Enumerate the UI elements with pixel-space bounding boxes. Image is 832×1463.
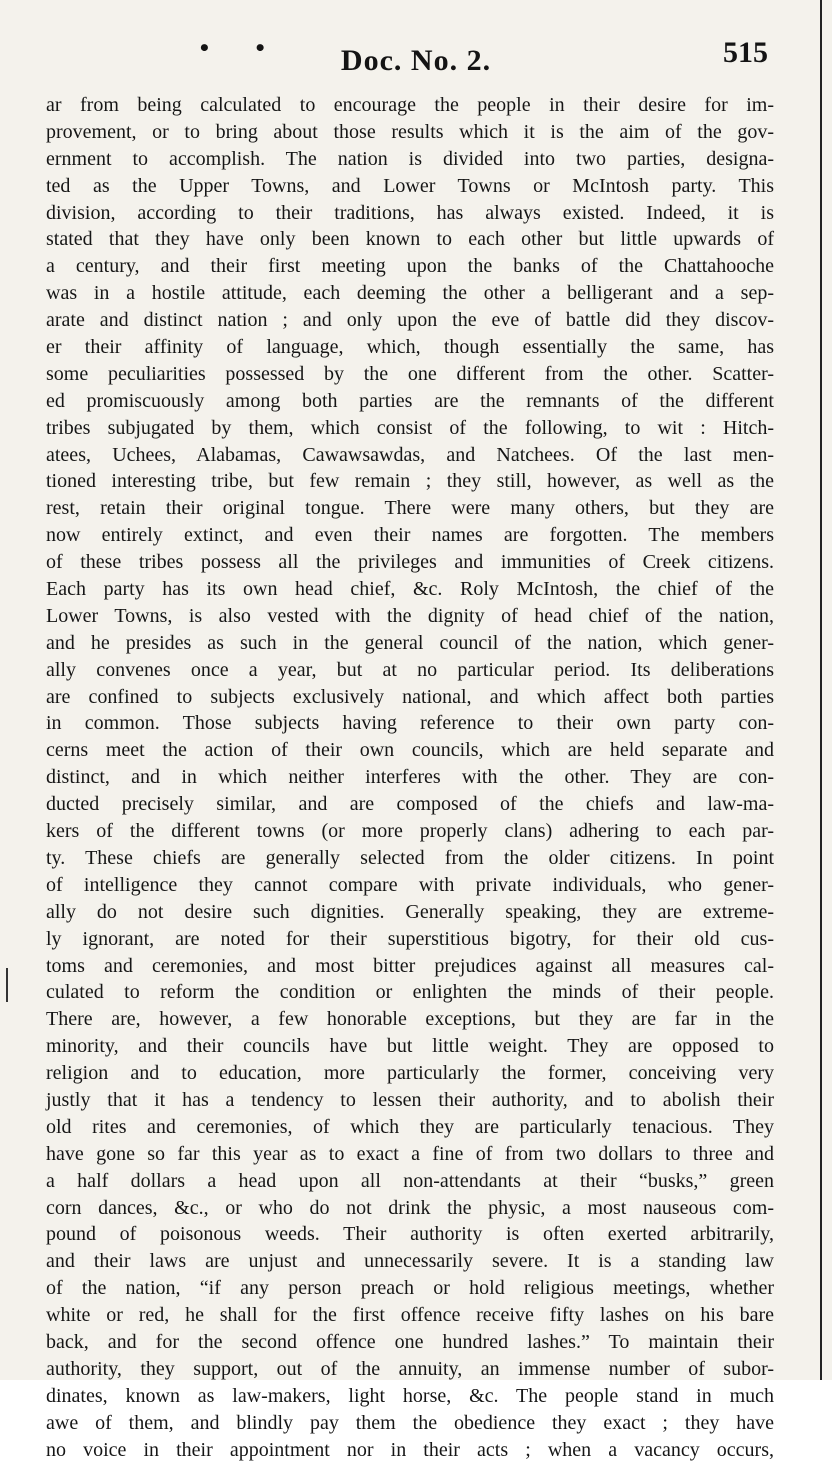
text-line: justly that it has a tendency to lessen their authority, and to abolish their — [46, 1088, 774, 1111]
text-line: ernment to accomplish. The nation is divided into two parties, designa- — [46, 147, 774, 170]
text-line: ally do not desire such dignities. Generally speaking, they are extreme- — [46, 900, 774, 923]
text-line: are confined to subjects exclusively national, and which affect both parties — [46, 685, 774, 708]
text-line: distinct, and in which neither interferes with the other. They are con- — [46, 766, 774, 789]
text-line: now entirely extinct, and even their names are forgotten. The members — [46, 524, 774, 547]
text-line: corn dances, &c., or who do not drink the physic, a most nauseous com- — [46, 1196, 774, 1219]
text-line: of these tribes possess all the privileges and immunities of Creek citizens. — [46, 551, 774, 574]
text-line: ar from being calculated to encourage the people in their desire for im- — [46, 94, 774, 116]
text-line: dinates, known as law-makers, light horse, &c. The people stand in much — [46, 1384, 774, 1407]
text-line: old rites and ceremonies, of which they are particularly tenacious. They — [46, 1115, 774, 1138]
text-line: white or red, he shall for the first offence receive fifty lashes on his bare — [46, 1304, 774, 1327]
text-line: ducted precisely similar, and are composed of the chiefs and law-ma- — [46, 793, 774, 816]
text-line: tioned interesting tribe, but few remain ; they still, however, as well as the — [46, 470, 774, 493]
text-line: Lower Towns, is also vested with the dignity of head chief of the nation, — [46, 604, 774, 627]
text-line: division, according to their traditions, has always existed. Indeed, it is — [46, 201, 774, 224]
text-line: provement, or to bring about those results which it is the aim of the gov- — [46, 120, 774, 143]
text-line: tribes subjugated by them, which consist of the following, to wit : Hitch- — [46, 416, 774, 439]
text-line: some peculiarities possessed by the one different from the other. Scatter- — [46, 362, 774, 385]
text-line: authority, they support, out of the annuity, an immense number of subor- — [46, 1357, 774, 1380]
text-line: er their affinity of language, which, though essentially the same, has — [46, 336, 774, 359]
document-title: Doc. No. 2. — [340, 44, 492, 77]
page-number: 515 — [723, 36, 768, 69]
text-line: Each party has its own head chief, &c. Roly McIntosh, the chief of the — [46, 578, 774, 601]
text-line: in common. Those subjects having reference to their own party con- — [46, 712, 774, 735]
text-line: atees, Uchees, Alabamas, Cawawsawdas, and Natchees. Of the last men- — [46, 443, 774, 466]
text-line: culated to reform the condition or enlighten the minds of their people. — [46, 981, 774, 1004]
header-ornament: • • — [198, 36, 285, 60]
text-line: and their laws are unjust and unnecessarily severe. It is a standing law — [46, 1250, 774, 1273]
text-line: There are, however, a few honorable exceptions, but they are far in the — [46, 1008, 774, 1031]
text-line: pound of poisonous weeds. Their authority is often exerted arbitrarily, — [46, 1223, 774, 1246]
text-line: a half dollars a head upon all non-attendants at their “busks,” green — [46, 1169, 774, 1192]
text-line: and he presides as such in the general council of the nation, which gener- — [46, 631, 774, 654]
margin-mark — [6, 968, 8, 1002]
text-line: minority, and their councils have but little weight. They are opposed to — [46, 1035, 774, 1058]
text-line: of the nation, “if any person preach or hold religious meetings, whether — [46, 1277, 774, 1300]
text-line: was in a hostile attitude, each deeming the other a belligerant and a sep- — [46, 282, 774, 305]
text-line: have gone so far this year as to exact a fine of from two dollars to three and — [46, 1142, 774, 1165]
page-header — [0, 34, 832, 84]
text-line: ty. These chiefs are generally selected from the older citizens. In point — [46, 846, 774, 869]
text-line: awe of them, and blindly pay them the obedience they exact ; they have — [46, 1411, 774, 1434]
page-edge-border — [820, 0, 822, 1380]
text-line: back, and for the second offence one hundred lashes.” To maintain their — [46, 1330, 774, 1353]
text-line: a century, and their first meeting upon the banks of the Chattahooche — [46, 255, 774, 278]
text-line: rest, retain their original tongue. There were many others, but they are — [46, 497, 774, 520]
text-line: kers of the different towns (or more properly clans) adhering to each par- — [46, 820, 774, 843]
text-line: religion and to education, more particularly the former, conceiving very — [46, 1062, 774, 1085]
text-line: arate and distinct nation ; and only upon the eve of battle did they discov- — [46, 309, 774, 332]
text-line: no voice in their appointment nor in their acts ; when a vacancy occurs, — [46, 1438, 774, 1461]
text-line: ed promiscuously among both parties are the remnants of the different — [46, 389, 774, 412]
body-text — [46, 92, 774, 1463]
text-line: ally convenes once a year, but at no particular period. Its deliberations — [46, 658, 774, 681]
text-line: of intelligence they cannot compare with private individuals, who gener- — [46, 873, 774, 896]
text-line: toms and ceremonies, and most bitter prejudices against all measures cal- — [46, 954, 774, 977]
text-line: stated that they have only been known to each other but little upwards of — [46, 228, 774, 251]
text-line: ted as the Upper Towns, and Lower Towns or McIntosh party. This — [46, 174, 774, 197]
text-line: ly ignorant, are noted for their superstitious bigotry, for their old cus- — [46, 927, 774, 950]
text-line: cerns meet the action of their own councils, which are held separate and — [46, 739, 774, 762]
